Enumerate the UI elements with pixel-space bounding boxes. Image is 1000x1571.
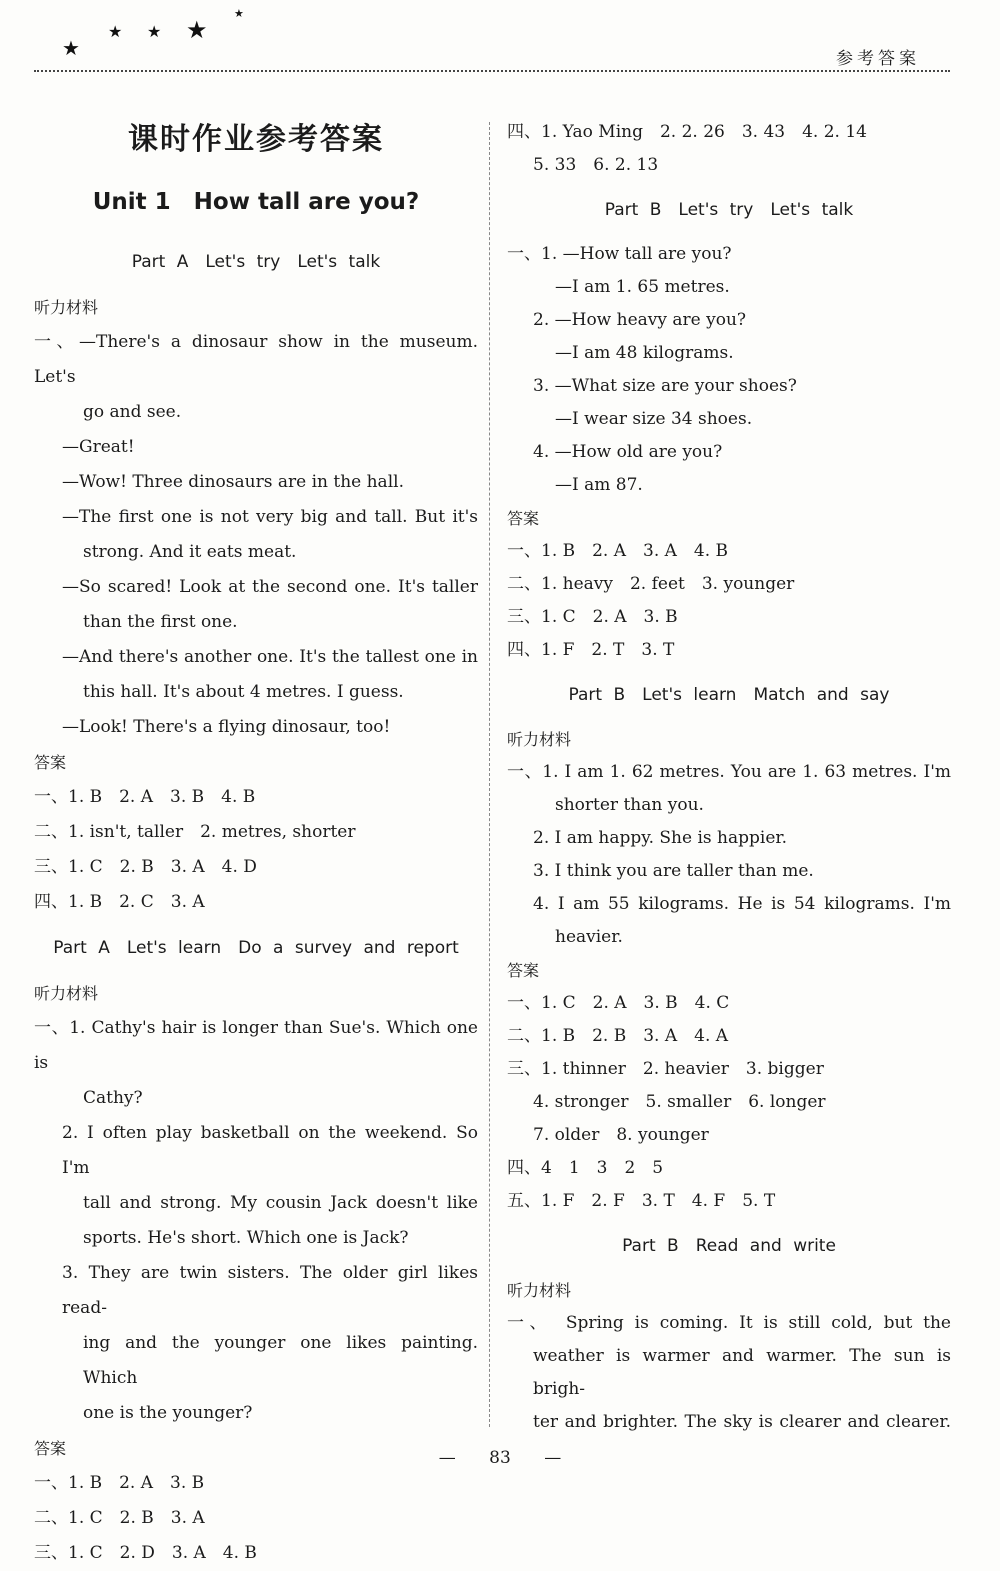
header-dotted-rule bbox=[34, 70, 950, 72]
section-title: Part A Let's learn Do a survey and report bbox=[53, 938, 459, 958]
text-line: 一、—There's a dinosaur show in the museum. Let's bbox=[34, 332, 478, 387]
text-line: heavier. bbox=[555, 927, 623, 947]
listening-label: 听力材料 bbox=[34, 984, 99, 1003]
answer-line: 一、1. B 2. A 3. B bbox=[34, 1473, 205, 1493]
star-icon: ★ bbox=[108, 22, 123, 41]
answer-line: 三、1. C 2. B 3. A 4. D bbox=[34, 857, 257, 877]
text-line: tall and strong. My cousin Jack doesn't like bbox=[83, 1193, 478, 1213]
text-line: than the first one. bbox=[83, 612, 238, 632]
star-icon: ★ bbox=[234, 7, 244, 20]
listening-label: 听力材料 bbox=[507, 730, 572, 749]
text-line: 3. I think you are taller than me. bbox=[533, 861, 814, 881]
column-divider bbox=[489, 122, 490, 1427]
text-line: —The first one is not very big and tall. But it's bbox=[62, 507, 478, 527]
text-line: 2. I am happy. She is happier. bbox=[533, 828, 788, 848]
section-title: Part B Let's try Let's talk bbox=[604, 200, 854, 220]
text-line: strong. And it eats meat. bbox=[83, 542, 297, 562]
text-line: ing and the younger one likes painting. Which bbox=[83, 1333, 478, 1388]
answer-label: 答案 bbox=[34, 753, 67, 772]
text-line: one is the younger? bbox=[83, 1403, 253, 1423]
text-line: 一、1. Cathy's hair is longer than Sue's. Which one is bbox=[34, 1018, 478, 1073]
text-line: —Wow! Three dinosaurs are in the hall. bbox=[62, 472, 404, 492]
text-line: shorter than you. bbox=[555, 795, 704, 815]
unit-title: Unit 1 How tall are you? bbox=[92, 189, 420, 215]
answer-line: 三、1. C 2. A 3. B bbox=[507, 607, 678, 627]
answer-line: 四、1. F 2. T 3. T bbox=[507, 640, 675, 660]
section-title: Part B Read and write bbox=[622, 1236, 836, 1256]
answer-line: 5. 33 6. 2. 13 bbox=[533, 155, 659, 175]
text-line: 3. They are twin sisters. The older girl likes read- bbox=[62, 1263, 478, 1318]
answer-line: 四、4 1 3 2 5 bbox=[507, 1158, 664, 1178]
answer-line: 三、1. thinner 2. heavier 3. bigger bbox=[507, 1059, 824, 1079]
text-line: —Look! There's a flying dinosaur, too! bbox=[62, 717, 391, 737]
text-line: 2. —How heavy are you? bbox=[533, 310, 747, 330]
text-line: —Great! bbox=[62, 437, 135, 457]
page-title: 课时作业参考答案 bbox=[128, 122, 384, 157]
answer-line: 二、1. B 2. B 3. A 4. A bbox=[507, 1026, 729, 1046]
answer-line: 4. stronger 5. smaller 6. longer bbox=[533, 1092, 826, 1112]
answer-line: 一、1. B 2. A 3. B 4. B bbox=[34, 787, 256, 807]
answer-line: 二、1. isn't, taller 2. metres, shorter bbox=[34, 822, 356, 842]
footer-dash: — bbox=[438, 1448, 456, 1468]
answer-line: 一、1. C 2. A 3. B 4. C bbox=[507, 993, 730, 1013]
text-line: go and see. bbox=[83, 402, 182, 422]
header-stars-decoration bbox=[62, 8, 262, 58]
answer-line: 四、1. Yao Ming 2. 2. 26 3. 43 4. 2. 14 bbox=[507, 122, 867, 142]
text-line: —So scared! Look at the second one. It's taller bbox=[62, 577, 478, 597]
section-title: Part B Let's learn Match and say bbox=[568, 685, 890, 705]
page-footer bbox=[0, 1448, 1000, 1468]
text-line: 3. —What size are your shoes? bbox=[533, 376, 797, 396]
footer-dash: — bbox=[544, 1448, 562, 1468]
text-line: 一、 Spring is coming. It is still cold, but the bbox=[507, 1313, 951, 1333]
text-line: —I am 48 kilograms. bbox=[555, 343, 734, 363]
text-line: —I am 87. bbox=[555, 475, 643, 495]
answer-line: 一、1. B 2. A 3. A 4. B bbox=[507, 541, 729, 561]
star-icon: ★ bbox=[62, 36, 80, 60]
text-line: sports. He's short. Which one is Jack? bbox=[83, 1228, 409, 1248]
left-column bbox=[34, 100, 478, 1571]
answer-line: 7. older 8. younger bbox=[533, 1125, 709, 1145]
listening-label: 听力材料 bbox=[34, 298, 99, 317]
section-title: Part A Let's try Let's talk bbox=[131, 252, 381, 272]
text-line: 一、1. I am 1. 62 metres. You are 1. 63 metres. I'm bbox=[507, 762, 951, 782]
answer-line: 二、1. heavy 2. feet 3. younger bbox=[507, 574, 795, 594]
listening-label: 听力材料 bbox=[507, 1281, 572, 1300]
page-header bbox=[0, 0, 1000, 80]
answer-label: 答案 bbox=[507, 961, 540, 980]
text-line: —I am 1. 65 metres. bbox=[555, 277, 730, 297]
answer-line: 五、1. F 2. F 3. T 4. F 5. T bbox=[507, 1191, 776, 1211]
star-icon: ★ bbox=[147, 22, 162, 41]
text-line: —And there's another one. It's the tallest one in bbox=[62, 647, 478, 667]
answer-line: 四、1. B 2. C 3. A bbox=[34, 892, 205, 912]
answer-line: 三、1. C 2. D 3. A 4. B bbox=[34, 1543, 257, 1563]
header-title: 参考答案 bbox=[836, 49, 920, 69]
text-line: this hall. It's about 4 metres. I guess. bbox=[83, 682, 404, 702]
text-line: 2. I often play basketball on the weekend. So I'm bbox=[62, 1123, 478, 1178]
right-column bbox=[507, 116, 951, 1439]
text-line: —I wear size 34 shoes. bbox=[555, 409, 753, 429]
text-line: 一、1. —How tall are you? bbox=[507, 244, 732, 264]
text-line: 4. —How old are you? bbox=[533, 442, 723, 462]
answer-line: 二、1. C 2. B 3. A bbox=[34, 1508, 205, 1528]
text-line: 4. I am 55 kilograms. He is 54 kilograms. I'm bbox=[533, 894, 951, 914]
answer-label: 答案 bbox=[34, 1439, 67, 1458]
answer-label: 答案 bbox=[507, 509, 540, 528]
page-number: 83 bbox=[489, 1448, 511, 1468]
text-line: weather is warmer and warmer. The sun is brigh- bbox=[533, 1346, 951, 1399]
text-line: Cathy? bbox=[83, 1088, 143, 1108]
star-icon: ★ bbox=[186, 16, 208, 44]
text-line: ter and brighter. The sky is clearer and clearer. bbox=[533, 1412, 951, 1432]
